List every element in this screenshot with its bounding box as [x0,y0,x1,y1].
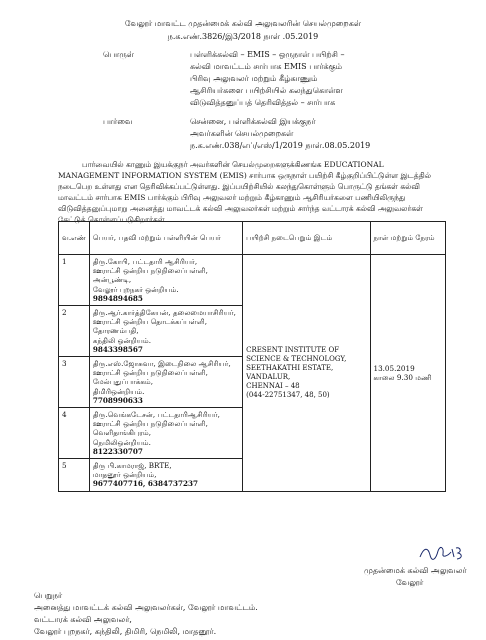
row-person [89,255,242,306]
office-heading: வேலூர் மாவட்ட முதன்மைக் கல்வி அலுவலரின் செயல்முறைகள் [124,19,362,28]
person-line: மாதனூர் ஒன்றியம், [92,470,157,480]
row-sno: 3 [59,357,90,408]
person-line: மேல்புதுப்பாக்கம், [92,377,154,387]
person-line: ஊராட்சி ஒன்றிய நடுநிலைப்பள்ளி, [92,368,208,378]
person-line: திரு.கோபி, பட்டதாரி ஆசிரியர், [92,257,198,266]
row-person [89,357,242,408]
venue-line: CRESENT INSTITUTE OF [246,345,340,354]
venue-line: VANDALUR, [246,372,291,381]
person-line: திரு பி.காமராஜ், BRTE, [92,461,172,471]
venue-cell [243,255,370,492]
row-sno: 5 [59,459,90,492]
subject-label: பொருள் [103,50,134,59]
reference-label: பார்வை [103,117,133,126]
person-line: திரு.ஆர்.கார்த்திகேயன், தலைமையாசிரியர், [92,308,236,318]
table-row [59,255,446,306]
date-time-cell [370,255,446,492]
row-sno: 1 [59,255,90,306]
row-person [89,306,242,357]
venue-line: SCIENCE & TECHNOLOGY, [246,354,347,363]
reference-line: ந.க.எண்.038/எப்/எஸ்/1/2019 நாள்.08.05.2019 [190,141,371,150]
person-phone: 8122330707 [92,446,143,456]
participants-table [58,221,446,492]
header-date: நாள் மற்றும் நேரம் [370,222,446,255]
venue-line: SEETHAKATHI ESTATE, [246,363,334,372]
person-line: வெளிதாங்கிபுரம், [92,428,152,438]
training-time: காலை 9.30 மணி [373,372,432,382]
subject-line: ஆசிரியர்களை பயிற்சியில் கலந்துகொள்ள [190,86,343,95]
person-line: திரு.எஸ்.ஜோசுவா, இடைநிலை ஆசிரியர், [92,359,231,369]
person-line: தோரணம்பதி, [92,326,139,336]
subject-line: கல்வி மாவட்டம் சார்பாக EMIS பார்க்கும் [190,62,343,71]
person-line: அன்பூண்டி, [92,275,132,285]
signature-mark [418,543,466,563]
reference-line: சென்னை, பள்ளிக்கல்வி இயக்குநர் [190,117,316,126]
header-name: பெயர், பதவி மற்றும் பள்ளியின் பெயர் [89,222,242,255]
subject-line: விடுவித்தனுப்பத் தெரிவித்தல் – சார்பாக [190,98,336,107]
reference-number: ந.க.எண்.3826/இ3/2018 நாள் .05.2019 [167,32,319,41]
person-line: திமிரிஒன்றியம். [92,386,145,396]
row-person [89,459,242,492]
person-phone: 7708990633 [92,395,143,405]
person-line: திரு.வெங்கடேசன், பட்டதாரிஆசிரியர், [92,410,220,420]
person-line: ஊராட்சி ஒன்றிய தொடக்கப்பள்ளி, [92,317,208,327]
recipients-label: பெறுநர் [34,591,63,600]
recipient-line: வட்டாரக் கல்வி அலுவலர், [34,615,132,624]
venue-line: (044-22751347, 48, 50) [246,390,330,399]
subject-line: பிரிவு அலுவலர் மற்றும் கீழ்காணும் [190,74,318,83]
reference-line: அவர்களின் செயல்முறைகள் [190,129,294,138]
person-line: ஊராட்சி ஒன்றிய நடுநிலைப்பள்ளி, [92,266,208,276]
recipient-line: வேலூர் புறநகர், கந்திலி, திமிரி, நெமிலி, மாதனூர். [34,627,217,636]
row-sno: 2 [59,306,90,357]
person-line: நெமிலிஒன்றியம். [92,437,151,447]
signature-place: வேலூர் [396,578,424,587]
header-venue: பயிற்சி நடைபெறும் இடம் [243,222,370,255]
subject-line: பள்ளிக்கல்வி – EMIS – ஒருநாள் பயிற்சி – [190,50,345,59]
person-line: ஊராட்சி ஒன்றிய நடுநிலைப்பள்ளி, [92,419,208,429]
row-sno: 4 [59,408,90,459]
training-date: 13.05.2019 [373,363,415,373]
signature-title: முதன்மைக் கல்வி அலுவலர் [364,566,467,575]
recipient-line: அனைத்து மாவட்டக் கல்வி அலுவலர்கள், வேலூர் மாவட்டம். [34,603,258,612]
body-paragraph: பார்வையில் காணும் இயக்குநர் அவர்களின் செயல்முறைகளுக்கிணங்க EDUCATIONAL MANAGEMENT INFORMATION SYSTEM (EMIS) சார்பாக ஒருநாள் பயிற்சி கீழ்குறிப்பிட்டுள்ள இடத்தில் நடைபெற உள்ளது என தெரிவிக்கப்பட்டுள்ளது. இப்பயிற்சியில் கலந்துகொள்ளும் பொருட்டு தங்கள் கல்வி மாவட்டம் சார்பாக EMIS பார்க்கும் பிரிவு அலுவலர் மற்றும் கீழ்காணும் ஆசிரியர்களை பணியிலிருந்து விடுவித்தனுப்புமாறு அனைத்து மாவட்டக் கல்வி அலுவலர்கள் மற்றும் சார்ந்த வட்டாரக் கல்வி அலுவலர்கள் கேட்டுக் கொள்ளப்படுகிறார்கள். [58,160,432,224]
person-phone: 9894894685 [92,293,143,303]
header-sno: வ.எண் [59,222,90,255]
person-line: வேலூர் புறநகர் ஒன்றியம். [92,284,179,294]
table-header-row [59,222,446,255]
venue-line: CHENNAI – 48 [246,381,300,390]
row-person [89,408,242,459]
person-phone: 9677407716, 6384737237 [92,479,198,489]
person-phone: 9843398567 [92,344,143,354]
person-line: கந்திலி ஒன்றியம். [92,335,152,345]
